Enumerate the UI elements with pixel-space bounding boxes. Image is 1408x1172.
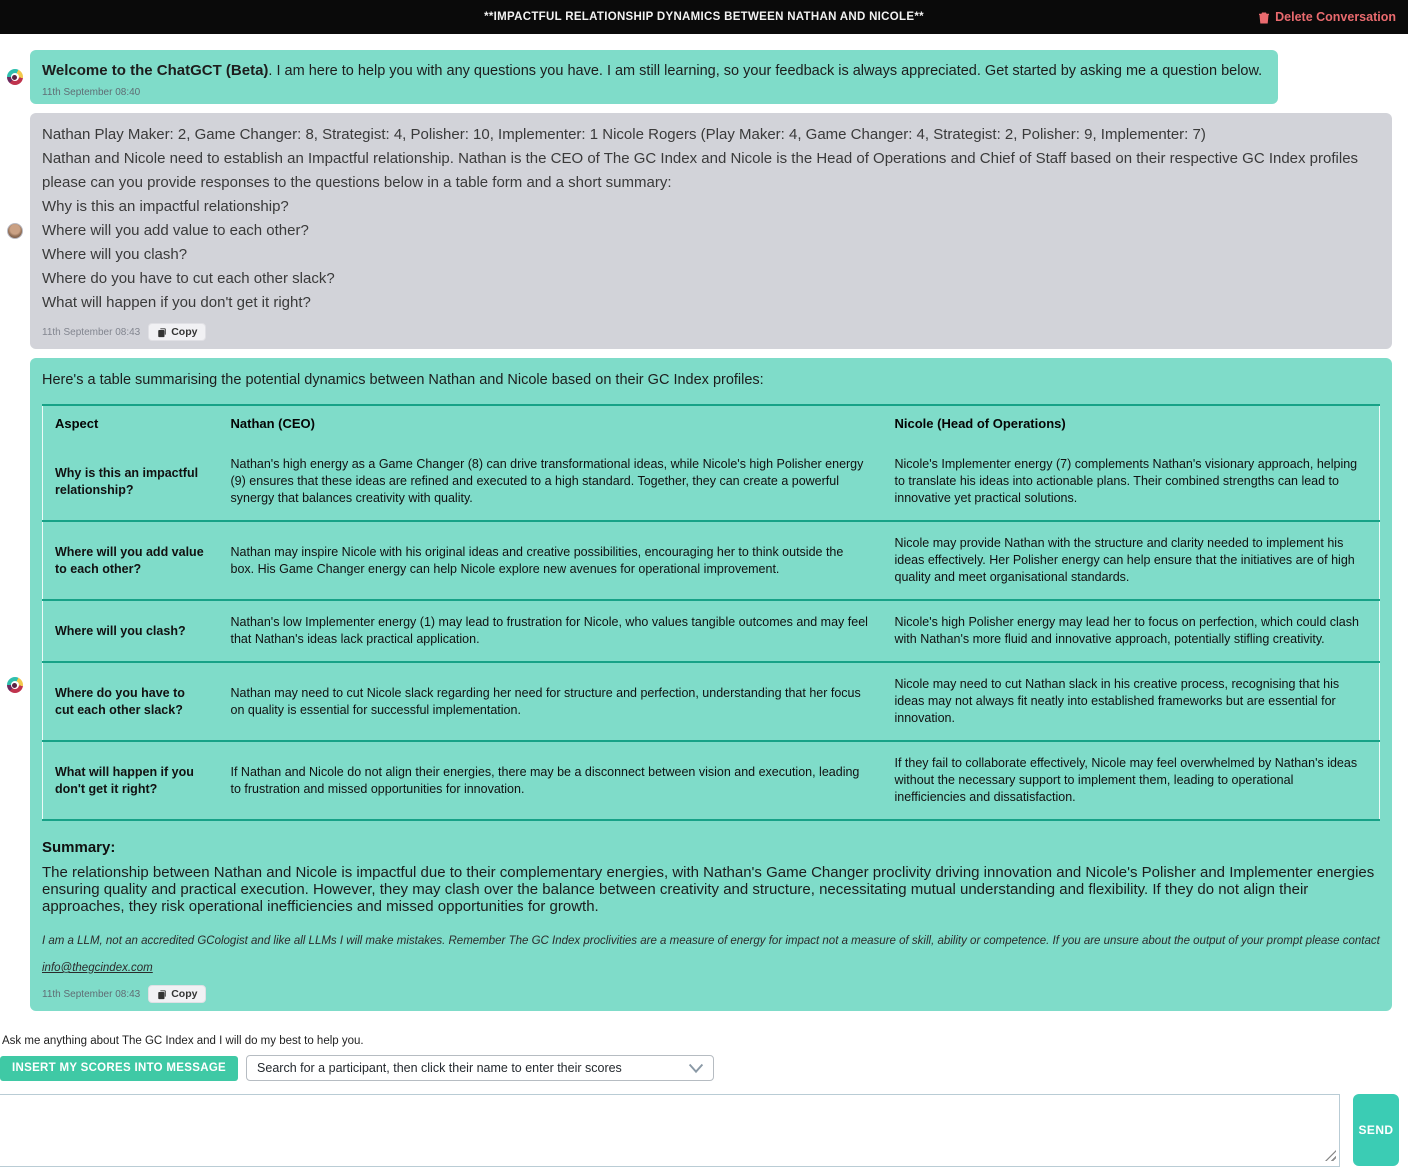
copy-icon	[157, 989, 167, 1000]
user-message-text	[42, 123, 1380, 315]
copy-label: Copy	[171, 326, 198, 338]
chevron-down-icon	[688, 1062, 704, 1078]
gc-index-logo-icon	[7, 69, 23, 85]
trash-icon	[1258, 11, 1270, 24]
nicole-cell: Nicole's Implementer energy (7) complements Nathan's visionary approach, helping to translate his ideas into actionable plans. Their combined strengths can lead to innovative yet practical solutions.	[894, 457, 1358, 505]
chat-area	[0, 34, 1408, 1011]
gc-index-logo-icon	[7, 677, 23, 693]
table-row	[43, 521, 1380, 600]
col-header-nathan: Nathan (CEO)	[230, 416, 315, 431]
user-line: Why is this an impactful relationship?	[42, 198, 289, 215]
page-title: **IMPACTFUL RELATIONSHIP DYNAMICS BETWEEN NATHAN AND NICOLE**	[484, 11, 924, 23]
nathan-cell: Nathan's high energy as a Game Changer (8) can drive transformational ideas, while Nicole's high Polisher energy (9) ensures that these ideas are refined and executed to a high standard. Together, they can create a powerful synergy that balances creativity with quality.	[230, 457, 864, 505]
user-line: Where do you have to cut each other slack?	[42, 270, 335, 287]
welcome-text	[42, 62, 1262, 79]
message-input[interactable]	[0, 1094, 1340, 1167]
table-row	[43, 443, 1380, 521]
user-line: What will happen if you don't get it right?	[42, 294, 311, 311]
bot-intro: Here's a table summarising the potential dynamics between Nathan and Nicole based on their GC Index profiles:	[42, 372, 764, 388]
insert-scores-button[interactable]: INSERT MY SCORES INTO MESSAGE	[0, 1056, 238, 1081]
disclaimer-text: I am a LLM, not an accredited GCologist and like all LLMs I will make mistakes. Remember The GC Index proclivities are a measure of energy for impact not a measure of skill, ability or competence. If you are unsure about the output of your prompt please contact	[42, 935, 1380, 947]
nathan-cell: If Nathan and Nicole do not align their energies, there may be a disconnect between vision and execution, leading to frustration and missed opportunities for innovation.	[230, 764, 860, 796]
header	[0, 0, 1408, 34]
user-avatar	[7, 223, 23, 239]
contact-email-link[interactable]: info@thegcindex.com	[42, 962, 153, 974]
aspect-cell: Where will you clash?	[55, 623, 186, 638]
disclaimer	[42, 933, 1380, 977]
composer-helper-text: Ask me anything about The GC Index and I will do my best to help you.	[2, 1035, 364, 1047]
delete-conversation-label: Delete Conversation	[1275, 10, 1396, 24]
dynamics-table	[42, 404, 1380, 821]
summary-text: The relationship between Nathan and Nicole is impactful due to their complementary energies, with Nathan's Game Changer proclivity driving innovation and Nicole's Polisher and Implementer energies ensuring quality and practical execution. However, they may clash over the balance between creativity and structure, necessitating mutual understanding and flexibility. If they do not align their approaches, they risk operational inefficiencies and missed opportunities for growth.	[42, 864, 1375, 915]
table-row	[43, 600, 1380, 662]
aspect-cell: Where do you have to cut each other slack?	[55, 685, 185, 717]
timestamp: 11th September 08:43	[42, 326, 141, 338]
table-header-row	[43, 405, 1380, 443]
user-line: Where will you clash?	[42, 246, 188, 263]
nicole-cell: If they fail to collaborate effectively, Nicole may feel overwhelmed by Nathan's ideas without the necessary support to implement them, leading to operational inefficiencies and dissatisfaction.	[894, 756, 1358, 804]
aspect-cell: What will happen if you don't get it right?	[55, 764, 194, 796]
aspect-cell: Where will you add value to each other?	[55, 544, 204, 576]
user-line: Where will you add value to each other?	[42, 222, 309, 239]
col-header-aspect: Aspect	[55, 416, 99, 431]
welcome-bold: Welcome to the ChatGCT (Beta)	[42, 62, 269, 79]
welcome-rest: . I am here to help you with any questions you have. I am still learning, so your feedback is always appreciated. Get started by asking me a question below.	[268, 63, 1263, 79]
participant-search-placeholder: Search for a participant, then click their name to enter their scores	[257, 1061, 622, 1075]
bot-bubble	[30, 358, 1392, 1011]
summary-title: Summary:	[42, 839, 116, 856]
copy-label: Copy	[171, 988, 198, 1000]
user-line: Nathan and Nicole need to establish an Impactful relationship. Nathan is the CEO of The GC Index and Nicole is the Head of Operations and Chief of Staff based on their respective GC Index profiles please can you provide responses to the questions below in a table form and a short summary:	[42, 150, 1359, 191]
col-header-nicole: Nicole (Head of Operations)	[894, 416, 1066, 431]
bot-message	[0, 358, 1408, 1011]
copy-icon	[157, 327, 167, 338]
composer	[0, 1035, 1408, 1167]
nathan-cell: Nathan may inspire Nicole with his original ideas and creative possibilities, encouraging her to think outside the box. His Game Changer energy can help Nicole explore new avenues for operational improvement.	[230, 544, 844, 576]
welcome-message	[0, 50, 1408, 104]
nathan-cell: Nathan's low Implementer energy (1) may lead to frustration for Nicole, who values tangible outcomes and may feel that Nathan's ideas lack practical application.	[230, 615, 868, 646]
timestamp: 11th September 08:43	[42, 988, 141, 1000]
table-row	[43, 662, 1380, 741]
delete-conversation-button[interactable]	[1258, 0, 1396, 34]
welcome-bubble	[30, 50, 1278, 104]
copy-button[interactable]	[148, 323, 206, 341]
user-message	[0, 113, 1408, 349]
aspect-cell: Why is this an impactful relationship?	[55, 465, 199, 497]
timestamp: 11th September 08:40	[42, 87, 141, 98]
nicole-cell: Nicole's high Polisher energy may lead her to focus on perfection, which could clash with Nathan's more fluid and innovative approach, potentially stifling creativity.	[894, 615, 1359, 646]
table-row	[43, 741, 1380, 820]
nicole-cell: Nicole may need to cut Nathan slack in his creative process, recognising that his ideas may not always fit neatly into established frameworks but are essential for innovation.	[894, 677, 1340, 725]
send-button[interactable]: SEND	[1353, 1094, 1399, 1166]
nathan-cell: Nathan may need to cut Nicole slack regarding her need for structure and perfection, understanding that her focus on quality is essential for successful implementation.	[230, 685, 861, 717]
user-line: Nathan Play Maker: 2, Game Changer: 8, Strategist: 4, Polisher: 10, Implementer: 1 Nicole Rogers (Play Maker: 4, Game Changer: 4, Strategist: 2, Polisher: 9, Implementer: 7)	[42, 126, 1206, 143]
user-bubble	[30, 113, 1392, 349]
participant-search-dropdown[interactable]	[246, 1055, 714, 1081]
nicole-cell: Nicole may provide Nathan with the structure and clarity needed to implement his ideas effectively. Her Polisher energy can help ensure that the initiatives are of high quality and meet organisational standards.	[894, 536, 1355, 584]
copy-button[interactable]	[148, 985, 206, 1003]
